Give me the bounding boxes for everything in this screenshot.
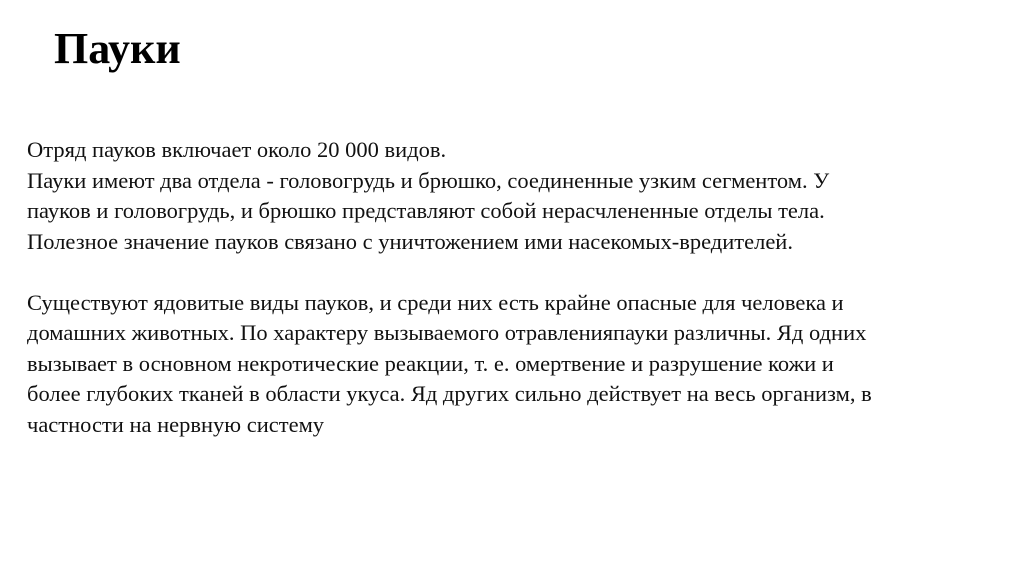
- text-line: Существуют ядовитые виды пауков, и среди них есть крайне опасные для человека и: [27, 289, 844, 315]
- text-line: домашних животных. По характеру вызываемого отравленияпауки различны. Яд одних: [27, 320, 867, 345]
- paragraph-2: [27, 288, 1002, 441]
- paragraph-1: [27, 135, 1002, 257]
- text-line: Пауки имеют два отдела - головогрудь и брюшко, соединенные узким сегментом. У: [27, 167, 830, 193]
- text-line: пауков и головогрудь, и брюшко представляют собой нерасчлененные отделы тела.: [27, 198, 825, 223]
- paragraph-spacer: [27, 257, 1002, 288]
- text-line: более глубоких тканей в области укуса. Яд других сильно действует на весь организм, в: [27, 381, 872, 406]
- slide-body: [27, 135, 1002, 440]
- text-line: Отряд пауков включает около 20 000 видов.: [27, 137, 447, 162]
- text-line: частности на нервную систему: [27, 411, 325, 437]
- slide-title: Пауки: [54, 24, 181, 73]
- text-line: вызывает в основном некротические реакции, т. е. омертвение и разрушение кожи и: [27, 350, 834, 376]
- text-line: Полезное значение пауков связано с уничтожением ими насекомых-вредителей.: [27, 228, 793, 254]
